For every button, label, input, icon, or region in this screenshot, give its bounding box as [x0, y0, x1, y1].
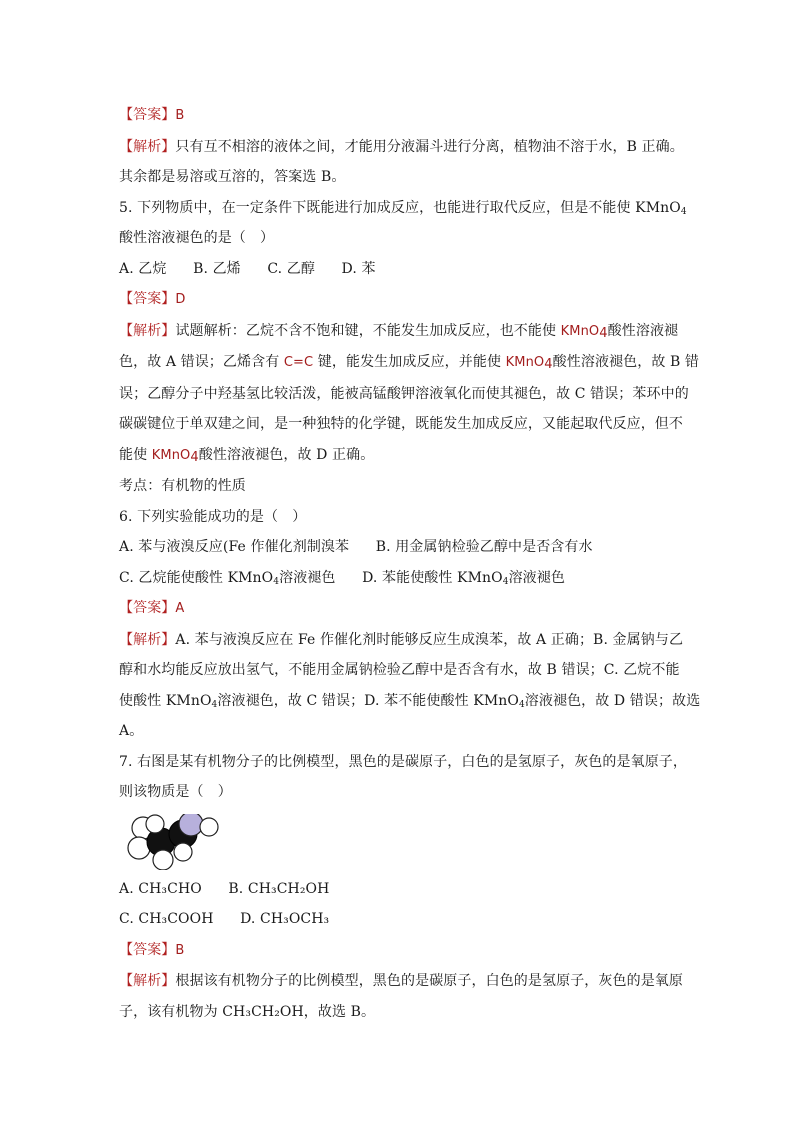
- oxygen-atom: [179, 814, 203, 836]
- option-b: B. CH₃CH₂OH: [228, 880, 330, 897]
- question-6-stem: 6. 下列实验能成功的是（ ）: [119, 508, 307, 525]
- explanation-line-q7-2: 子，该有机物为 CH₃CH₂OH，故选 B。: [119, 1003, 376, 1020]
- option-d: D. 苯能使酸性 KMnO$_4$溶液褪色: [362, 569, 565, 587]
- explanation-line-q7-1: 【解析】根据该有机物分子的比例模型，黑色的是碳原子，白色的是氢原子，灰色的是氧原: [119, 973, 684, 989]
- answer-line-q5: [119, 284, 679, 316]
- question-7-options-cd: [119, 904, 679, 935]
- option-c: C. 乙烷能使酸性 KMnO$_4$溶液褪色: [119, 569, 336, 587]
- explanation-line-q5-3: 误；乙醇分子中羟基氢比较活泼，能被高锰酸钾溶液氧化而使其褪色，故 C 错误；苯环中的: [119, 385, 689, 402]
- answer-line-q7: [119, 935, 679, 967]
- explanation-line-q6-4: A。: [119, 723, 144, 739]
- explanation-tag: 【解析】: [119, 322, 176, 339]
- question-7-stem-1: 7. 右图是某有机物分子的比例模型，黑色的是碳原子，白色的是氢原子，灰色的是氧原子，: [119, 753, 688, 770]
- question-6-options-ab: [119, 532, 679, 563]
- question-7-stem-2: 则该物质是（ ）: [119, 784, 232, 800]
- answer-value: B: [175, 108, 185, 123]
- question-7-options-ab: [119, 874, 679, 905]
- hydrogen-atom: [146, 815, 164, 833]
- hydrogen-atom: [153, 850, 173, 870]
- document-page: [119, 100, 701, 1027]
- explanation-line-q4-1: 【解析】只有互不相溶的液体之间，才能用分液漏斗进行分离，植物油不溶于水，B 正确。: [119, 138, 684, 155]
- option-d: D. 苯: [341, 260, 376, 277]
- explanation-tag: 【解析】: [119, 138, 176, 155]
- hydrogen-atom: [174, 843, 192, 861]
- answer-value: B: [175, 942, 185, 958]
- explanation-line-q5-5: 能使 KMnO$_4$酸性溶液褪色，故 D 正确。: [119, 446, 375, 465]
- answer-tag: 【答案】: [119, 941, 176, 958]
- option-c: C. CH₃COOH: [119, 911, 214, 927]
- explanation-line-q6-2: 醇和水均能反应放出氢气，不能用金属钠检验乙醇中是否含有水，故 B 错误；C. 乙烷不能: [119, 662, 680, 678]
- explanation-line-q6-3: 使酸性 KMnO$_4$溶液褪色，故 C 错误；D. 苯不能使酸性 KMnO$_4$溶液褪色，故 D 错误；故选: [119, 692, 701, 710]
- explanation-line-q5-4: 碳碳键位于单双建之间，是一种独特的化学键，既能发生加成反应，又能起取代反应，但不: [119, 416, 683, 432]
- question-5-stem-2: 酸性溶液褪色的是（ ）: [119, 230, 275, 246]
- kaodian-line: 考点：有机物的性质: [119, 478, 246, 494]
- option-c: C. 乙醇: [267, 260, 315, 277]
- option-a: A. 苯与液溴反应(Fe 作催化剂制溴苯: [119, 539, 350, 555]
- explanation-line-q5-2: 色，故 A 错误；乙烯含有 C=C 键，能发生加成反应，并能使 KMnO$_4$酸性溶液褪色，故 B 错: [119, 354, 700, 372]
- hydrogen-atom: [200, 818, 218, 836]
- explanation-line-q6-1: 【解析】A. 苯与液溴反应在 Fe 作催化剂时能够反应生成溴苯，故 A 正确；B. 金属钠与乙: [119, 631, 684, 648]
- ethanol-space-filling-model: [125, 814, 225, 870]
- option-a: A. 乙烷: [119, 260, 167, 277]
- molecule-model-figure: [119, 808, 679, 874]
- answer-value: A: [175, 601, 185, 616]
- question-6-options-cd: [119, 563, 679, 594]
- answer-tag: 【答案】: [119, 291, 176, 307]
- answer-line-q4: [119, 100, 679, 132]
- explanation-line-q5-1: 【解析】试题解析：乙烷不含不饱和键，不能发生加成反应，也不能使 KMnO$_4$酸性溶液褪: [119, 322, 679, 341]
- option-a: A. CH₃CHO: [119, 880, 202, 897]
- explanation-tag: 【解析】: [119, 631, 176, 648]
- answer-tag: 【答案】: [119, 600, 176, 616]
- answer-value: D: [175, 292, 186, 307]
- explanation-tag: 【解析】: [119, 973, 176, 989]
- answer-tag: 【答案】: [119, 107, 176, 123]
- question-5-stem-1: 5. 下列物质中，在一定条件下既能进行加成反应，也能进行取代反应，但是不能使 KMnO$_4$: [119, 199, 687, 217]
- option-d: D. CH₃OCH₃: [240, 911, 330, 927]
- option-b: B. 用金属钠检验乙醇中是否含有水: [375, 539, 593, 555]
- explanation-line-q4-2: 其余都是易溶或互溶的，答案选 B。: [119, 169, 346, 185]
- option-b: B. 乙烯: [193, 260, 241, 277]
- question-5-options: [119, 254, 679, 285]
- answer-line-q6: [119, 593, 679, 625]
